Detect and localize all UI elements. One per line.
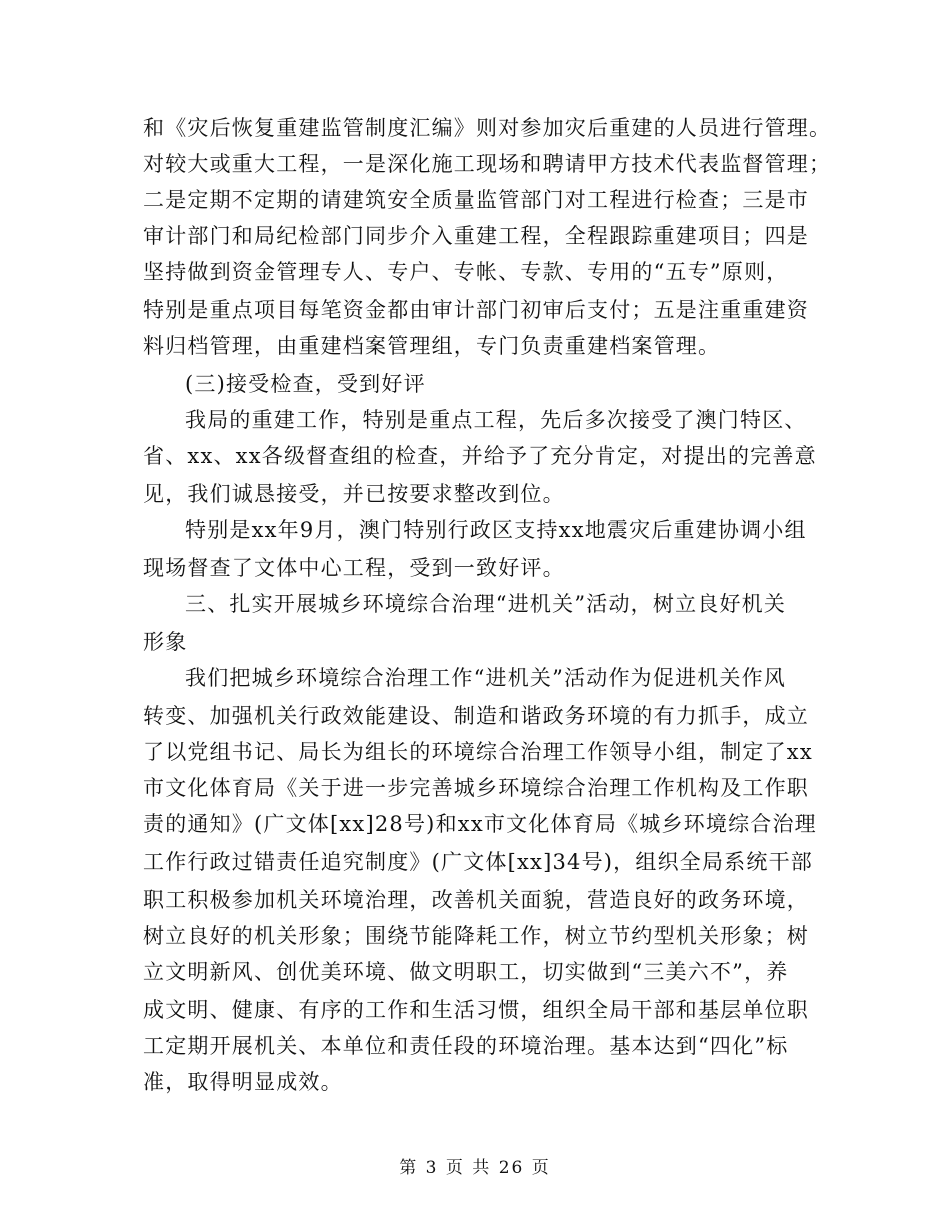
paragraph-line: 见，我们诚恳接受，并已按要求整改到位。 <box>143 482 565 506</box>
paragraph-line: 料归档管理，由重建档案管理组，专门负责重建档案管理。 <box>143 334 721 358</box>
section-heading: 形象 <box>143 630 188 654</box>
paragraph-line: 职工积极参加机关环境治理，改善机关面貌，营造良好的政务环境， <box>143 888 809 912</box>
paragraph-line: 转变、加强机关行政效能建设、制造和谐政务环境的有力抓手，成立 <box>143 704 809 728</box>
paragraph-line: 现场督查了文体中心工程，受到一致好评。 <box>143 556 565 580</box>
paragraph-line: 工定期开展机关、本单位和责任段的环境治理。基本达到“四化”标 <box>143 1034 789 1058</box>
paragraph-line: 二是定期不定期的请建筑安全质量监管部门对工程进行检查；三是市 <box>143 188 809 212</box>
paragraph-line: 工作行政过错责任追究制度》(广文体[xx]34号)，组织全局系统干部 <box>143 850 813 874</box>
section-heading: 三、扎实开展城乡环境综合治理“进机关”活动，树立良好机关 <box>185 592 787 616</box>
paragraph-line: 坚持做到资金管理专人、专户、专帐、专款、专用的“五专”原则， <box>143 260 789 284</box>
paragraph-line: 了以党组书记、局长为组长的环境综合治理工作领导小组，制定了xx <box>143 740 813 764</box>
paragraph-line: 树立良好的机关形象；围绕节能降耗工作，树立节约型机关形象；树 <box>143 924 809 948</box>
paragraph-line: 成文明、健康、有序的工作和生活习惯，组织全局干部和基层单位职 <box>143 998 809 1022</box>
paragraph-line: 准，取得明显成效。 <box>143 1070 343 1094</box>
paragraph-line: 立文明新风、创优美环境、做文明职工，切实做到“三美六不”，养 <box>143 960 789 984</box>
paragraph-line: 和《灾后恢复重建监管制度汇编》则对参加灾后重建的人员进行管理。 <box>143 116 832 140</box>
section-heading: (三)接受检查，受到好评 <box>185 372 426 396</box>
paragraph-line: 审计部门和局纪检部门同步介入重建工程，全程跟踪重建项目；四是 <box>143 224 809 248</box>
page-number-footer: 第 3 页 共 26 页 <box>399 1158 551 1178</box>
paragraph-line: 我们把城乡环境综合治理工作“进机关”活动作为促进机关作风 <box>185 666 787 690</box>
paragraph-line: 市文化体育局《关于进一步完善城乡环境综合治理工作机构及工作职 <box>143 776 809 800</box>
paragraph-line: 特别是xx年9月，澳门特别行政区支持xx地震灾后重建协调小组 <box>185 518 807 542</box>
paragraph-line: 省、xx、xx各级督查组的检查，并给予了充分肯定，对提出的完善意 <box>143 444 817 468</box>
paragraph-line: 责的通知》(广文体[xx]28号)和xx市文化体育局《城乡环境综合治理 <box>143 812 817 836</box>
paragraph-line: 我局的重建工作，特别是重点工程，先后多次接受了澳门特区、 <box>185 408 807 432</box>
paragraph-line: 对较大或重大工程，一是深化施工现场和聘请甲方技术代表监督管理； <box>143 152 832 176</box>
paragraph-line: 特别是重点项目每笔资金都由审计部门初审后支付；五是注重重建资 <box>143 298 809 322</box>
